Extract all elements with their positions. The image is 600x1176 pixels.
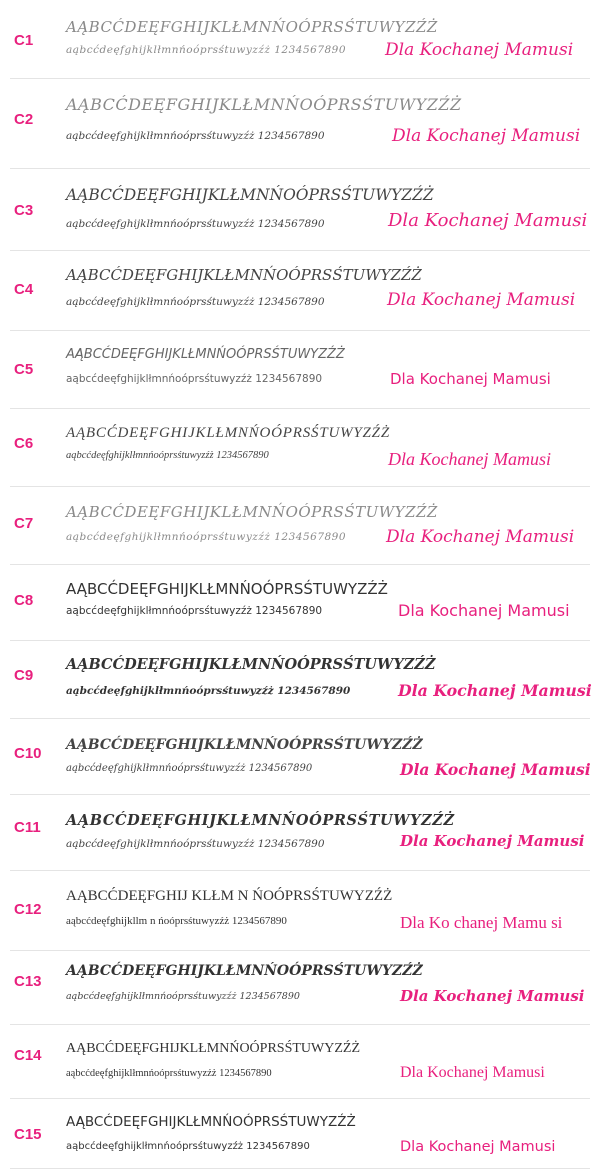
- lowercase-sample: aąbcćdeęfghijkllm n ńoóprsśtuwyzźż 1234567890: [66, 915, 287, 927]
- sample-phrase: Dla Kochanej Mamusi: [385, 40, 574, 60]
- row-divider: [10, 1168, 590, 1169]
- uppercase-sample: AĄBCĆDEĘFGHIJKLŁMNŃOÓPRSŚTUWYZŹŻ: [66, 347, 345, 362]
- row-divider: [10, 408, 590, 409]
- uppercase-sample: AĄBCĆDEĘFGHIJKLŁMNŃOÓPRSŚTUWYZŹŻ: [66, 266, 422, 284]
- uppercase-sample: AĄBCĆDEĘFGHIJKLŁMNŃOÓPRSŚTUWYZŹŻ: [66, 656, 436, 673]
- uppercase-sample: AĄBCĆDEĘFGHIJKLŁMNŃOÓPRSŚTUWYZŹŻ: [66, 186, 434, 204]
- font-code: C14: [14, 1047, 42, 1064]
- uppercase-sample: AĄBCĆDEĘFGHIJKLŁMNŃOÓPRSŚTUWYZŹŻ: [66, 18, 438, 36]
- row-divider: [10, 950, 590, 951]
- lowercase-sample: aąbcćdeęfghijklłmnńoóprsśtuwyzźż 1234567890: [66, 763, 313, 774]
- lowercase-sample: aąbcćdeęfghijklłmnńoóprsśtuwyzźż 1234567890: [66, 373, 323, 385]
- sample-phrase: Dla Kochanej Mamusi: [400, 987, 585, 1005]
- sample-phrase: Dla Kochanej Mamusi: [388, 449, 551, 469]
- row-divider: [10, 330, 590, 331]
- font-code: C5: [14, 361, 34, 378]
- sample-phrase: Dla Kochanej Mamusi: [388, 210, 588, 231]
- sample-phrase: Dla Kochanej Mamusi: [400, 760, 591, 779]
- sample-phrase: Dla Kochanej Mamusi: [400, 1139, 556, 1155]
- row-divider: [10, 718, 590, 719]
- lowercase-sample: aąbcćdeęfghijklłmnńoóprsśtuwyzźż 1234567890: [66, 531, 347, 543]
- uppercase-sample: AĄBCĆDEĘFGHIJKLŁMNŃOÓPRSŚTUWYZŹŻ: [66, 1041, 361, 1056]
- uppercase-sample: AĄBCĆDEĘFGHIJKLŁMNŃOÓPRSŚTUWYZŹŻ: [66, 95, 462, 114]
- font-code: C6: [14, 435, 34, 452]
- row-divider: [10, 564, 590, 565]
- row-divider: [10, 1098, 590, 1099]
- uppercase-sample: AĄBCĆDEĘFGHIJKLŁMNŃOÓPRSŚTUWYZŹŻ: [66, 963, 423, 979]
- sample-phrase: Dla Kochanej Mamusi: [392, 126, 581, 146]
- row-divider: [10, 1024, 590, 1025]
- row-divider: [10, 168, 590, 169]
- lowercase-sample: aąbcćdeęfghijklłmnńoóprsśtuwyzźż 1234567890: [66, 685, 351, 697]
- lowercase-sample: aąbcćdeęfghijklłmnńoóprsśtuwyzźż 1234567890: [66, 838, 325, 850]
- uppercase-sample: AĄBCĆDEĘFGHIJKLŁMNŃOÓPRSŚTUWYZŹŻ: [66, 503, 438, 521]
- font-code: C8: [14, 592, 34, 609]
- font-code: C7: [14, 515, 34, 532]
- lowercase-sample: aąbcćdeęfghijklłmnńoóprsśtuwyzźż 1234567890: [66, 991, 300, 1002]
- row-divider: [10, 78, 590, 79]
- font-code: C2: [14, 111, 34, 128]
- lowercase-sample: aąbcćdeęfghijklłmnńoóprsśtuwyzźż 1234567890: [66, 450, 269, 461]
- row-divider: [10, 794, 590, 795]
- font-code: C11: [14, 819, 41, 836]
- sample-phrase: Dla Kochanej Mamusi: [398, 601, 570, 620]
- sample-phrase: Dla Kochanej Mamusi: [390, 370, 551, 388]
- uppercase-sample: AĄBCĆDEĘFGHIJKLŁMNŃOÓPRSŚTUWYZŹŻ: [66, 1114, 356, 1130]
- sample-phrase: Dla Kochanej Mamusi: [386, 527, 575, 547]
- font-code: C1: [14, 32, 34, 49]
- uppercase-sample: AĄBCĆDEĘFGHIJKLŁMNŃOÓPRSŚTUWYZŹŻ: [66, 737, 423, 753]
- row-divider: [10, 486, 590, 487]
- font-code: C10: [14, 745, 42, 762]
- lowercase-sample: aąbcćdeęfghijklłmnńoóprsśtuwyzźż 1234567890: [66, 296, 325, 308]
- row-divider: [10, 250, 590, 251]
- lowercase-sample: aąbcćdeęfghijklłmnńoóprsśtuwyzźż 1234567890: [66, 44, 347, 56]
- uppercase-sample: AĄBCĆDEĘFGHIJKLŁMNŃOÓPRSŚTUWYZŹŻ: [66, 580, 388, 598]
- uppercase-sample: AĄBCĆDEĘFGHIJ KLŁM N ŃOÓPRSŚTUWYZŹŻ: [66, 888, 393, 904]
- lowercase-sample: aąbcćdeęfghijklłmnńoóprsśtuwyzźż 1234567890: [66, 1141, 310, 1152]
- sample-phrase: Dla Kochanej Mamusi: [398, 681, 592, 700]
- uppercase-sample: AĄBCĆDEĘFGHIJKLŁMNŃOÓPRSŚTUWYZŹŻ: [66, 425, 390, 441]
- lowercase-sample: aąbcćdeęfghijklłmnńoóprsśtuwyzźż 1234567890: [66, 130, 325, 142]
- font-code: C4: [14, 281, 34, 298]
- sample-phrase: Dla Ko chanej Mamu si: [400, 913, 563, 932]
- font-code: C12: [14, 901, 42, 918]
- row-divider: [10, 870, 590, 871]
- font-code: C13: [14, 973, 42, 990]
- row-divider: [10, 640, 590, 641]
- lowercase-sample: aąbcćdeęfghijklłmnńoóprsśtuwyzźż 1234567890: [66, 605, 323, 617]
- lowercase-sample: aąbcćdeęfghijklłmnńoóprsśtuwyzźż 1234567890: [66, 218, 325, 230]
- font-code: C3: [14, 202, 34, 219]
- sample-phrase: Dla Kochanej Mamusi: [387, 290, 576, 310]
- sample-phrase: Dla Kochanej Mamusi: [400, 1064, 545, 1081]
- lowercase-sample: aąbcćdeęfghijklłmnńoóprsśtuwyzźż 1234567890: [66, 1068, 272, 1079]
- font-code: C9: [14, 667, 34, 684]
- font-code: C15: [14, 1126, 42, 1143]
- uppercase-sample: AĄBCĆDEĘFGHIJKLŁMNŃOÓPRSŚTUWYZŹŻ: [66, 812, 455, 829]
- sample-phrase: Dla Kochanej Mamusi: [400, 832, 585, 850]
